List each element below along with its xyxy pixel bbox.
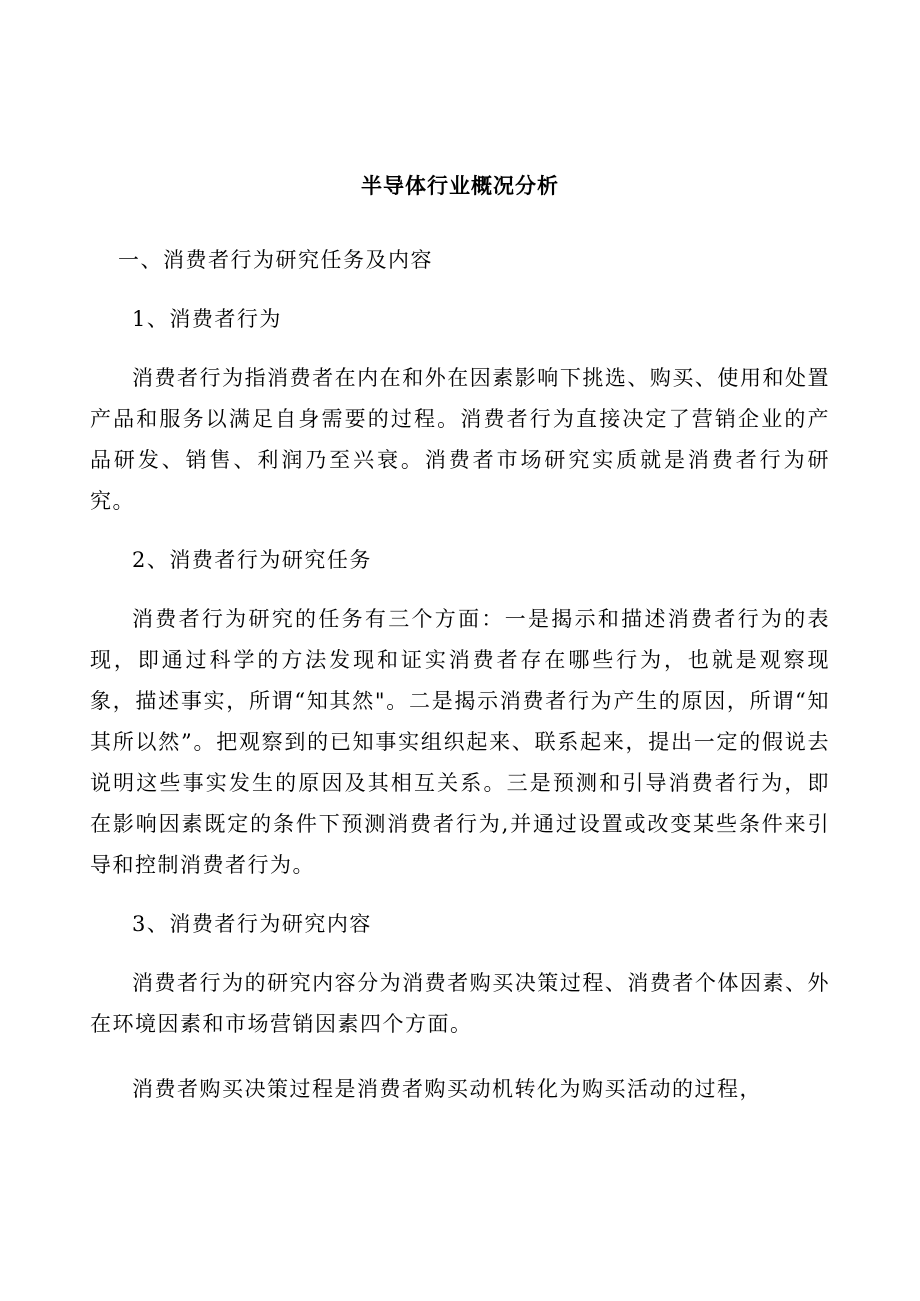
paragraph-research-tasks: 消费者行为研究的任务有三个方面：一是揭示和描述消费者行为的表现，即通过科学的方法发现和证实消费者存在哪些行为，也就是观察现象，描述事实，所谓“知其然"。二是揭示消费者行为产生的原因，所谓“知其所以然”。把观察到的已知事实组织起来、联系起来，提出一定的假说去说明这些事实发生的原因及其相互关系。三是预测和引导消费者行为，即在影响因素既定的条件下预测消费者行为,并通过设置或改变某些条件来引导和控制消费者行为。 <box>90 607 830 877</box>
section-heading: 一、消费者行为研究任务及内容 <box>118 248 433 272</box>
subsection-heading-research-content: 3、消费者行为研究内容 <box>132 912 372 936</box>
paragraph-consumer-behavior: 消费者行为指消费者在内在和外在因素影响下挑选、购买、使用和处置产品和服务以满足自身需要的过程。消费者行为直接决定了营销企业的产品研发、销售、利润乃至兴衰。消费者市场研究实质就是消费者行为研究。 <box>90 366 830 513</box>
subsection-heading-research-tasks: 2、消费者行为研究任务 <box>132 548 372 572</box>
paragraph-research-content: 消费者行为的研究内容分为消费者购买决策过程、消费者个体因素、外在环境因素和市场营销因素四个方面。 <box>90 971 830 1036</box>
document-body <box>90 240 830 1128</box>
paragraph-purchase-decision: 消费者购买决策过程是消费者购买动机转化为购买活动的过程， <box>132 1077 762 1101</box>
subsection-heading-consumer-behavior: 1、消费者行为 <box>132 307 282 331</box>
document-title: 半导体行业概况分析 <box>361 173 559 198</box>
